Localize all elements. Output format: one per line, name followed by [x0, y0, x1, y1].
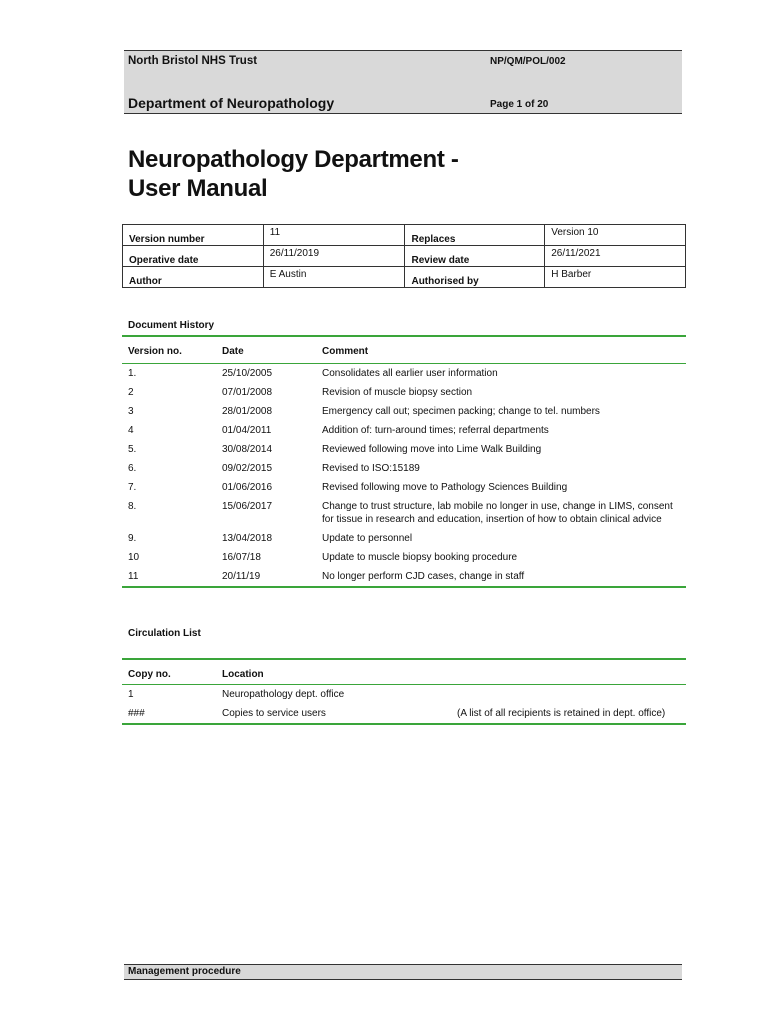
history-version-cell: 2: [128, 387, 134, 398]
history-col-date: Date: [222, 346, 244, 357]
history-version-cell: 11: [128, 571, 139, 582]
history-version-cell: 3: [128, 406, 134, 417]
circulation-row: [122, 704, 686, 723]
circulation-list-table: [122, 658, 686, 725]
document-metadata-table: [122, 224, 686, 288]
history-row: [122, 440, 686, 459]
review-date-label: Review date: [405, 246, 545, 267]
history-row: [122, 548, 686, 567]
history-row: [122, 567, 686, 586]
history-comment-cell: Change to trust structure, lab mobile no longer in use, change in LIMS, consent for tissue in research and education, insertion of how to obtain clinical advice: [322, 501, 673, 525]
circulation-location-cell: Copies to service users: [222, 708, 326, 719]
author-value: E Austin: [263, 267, 405, 288]
replaces-label: Replaces: [405, 225, 545, 246]
history-version-cell: 9.: [128, 533, 137, 544]
history-col-version: Version no.: [128, 346, 182, 357]
history-date-cell: 20/11/19: [222, 571, 261, 582]
review-date-value: 26/11/2021: [545, 246, 686, 267]
history-date-cell: 30/08/2014: [222, 444, 273, 455]
page-header: [124, 50, 682, 114]
circulation-col-location: Location: [222, 669, 264, 680]
history-col-comment: Comment: [322, 346, 369, 357]
history-row: [122, 383, 686, 402]
history-version-cell: 4: [128, 425, 134, 436]
version-number-value: 11: [263, 225, 405, 246]
history-version-cell: 7.: [128, 482, 137, 493]
document-title: [128, 145, 459, 203]
history-version-cell: 5.: [128, 444, 137, 455]
authorised-by-value: H Barber: [545, 267, 686, 288]
history-version-cell: 10: [128, 552, 140, 563]
page-number: Page 1 of 20: [490, 99, 549, 110]
organisation-name: North Bristol NHS Trust: [128, 55, 258, 67]
history-row: [122, 529, 686, 548]
department-name: Department of Neuropathology: [128, 95, 335, 111]
history-date-cell: 09/02/2015: [222, 463, 273, 474]
history-row: [122, 459, 686, 478]
document-title-line-1: Neuropathology Department -: [128, 146, 459, 173]
circulation-list-title: Circulation List: [128, 628, 201, 639]
history-body: [122, 364, 686, 586]
page-footer: [124, 964, 682, 980]
version-number-label: Version number: [123, 225, 264, 246]
history-comment-cell: Emergency call out; specimen packing; change to tel. numbers: [322, 406, 600, 417]
history-date-cell: 28/01/2008: [222, 406, 273, 417]
history-comment-cell: Addition of: turn-around times; referral departments: [322, 425, 549, 436]
history-comment-cell: Update to personnel: [322, 533, 413, 544]
circulation-header-row: [122, 660, 686, 684]
history-row: [122, 402, 686, 421]
circulation-copy-cell: ###: [128, 708, 145, 719]
history-row: [122, 364, 686, 383]
history-version-cell: 6.: [128, 463, 137, 474]
history-date-cell: 07/01/2008: [222, 387, 273, 398]
circulation-note-cell: (A list of all recipients is retained in dept. office): [457, 708, 666, 719]
document-history-table: [122, 335, 686, 588]
document-title-line-2: User Manual: [128, 175, 268, 202]
history-row: [122, 421, 686, 440]
history-comment-cell: Revision of muscle biopsy section: [322, 387, 473, 398]
author-label: Author: [123, 267, 264, 288]
circulation-location-cell: Neuropathology dept. office: [222, 689, 345, 700]
operative-date-value: 26/11/2019: [263, 246, 405, 267]
operative-date-label: Operative date: [123, 246, 264, 267]
authorised-by-label: Authorised by: [405, 267, 545, 288]
history-version-cell: 8.: [128, 501, 137, 512]
circulation-body: [122, 685, 686, 723]
history-date-cell: 01/04/2011: [222, 425, 272, 436]
document-history-title: Document History: [128, 320, 215, 331]
history-date-cell: 16/07/18: [222, 552, 261, 563]
circulation-copy-cell: 1: [128, 689, 134, 700]
history-comment-cell: Revised to ISO:15189: [322, 463, 420, 474]
history-comment-cell: Reviewed following move into Lime Walk Building: [322, 444, 542, 455]
history-date-cell: 15/06/2017: [222, 501, 273, 512]
footer-text: Management procedure: [128, 966, 241, 977]
history-comment-cell: Revised following move to Pathology Sciences Building: [322, 482, 568, 493]
circulation-bottom-rule: [122, 723, 686, 725]
history-bottom-rule: [122, 586, 686, 588]
history-date-cell: 13/04/2018: [222, 533, 273, 544]
history-date-cell: 25/10/2005: [222, 368, 273, 379]
history-header-row: [122, 337, 686, 363]
replaces-value: Version 10: [545, 225, 686, 246]
history-date-cell: 01/06/2016: [222, 482, 273, 493]
history-comment-cell: Update to muscle biopsy booking procedure: [322, 552, 518, 563]
circulation-row: [122, 685, 686, 704]
circulation-col-copy: Copy no.: [128, 669, 171, 680]
history-comment-cell: Consolidates all earlier user information: [322, 368, 498, 379]
history-row: [122, 497, 686, 529]
history-version-cell: 1.: [128, 368, 137, 379]
circulation-note-cell: [457, 688, 686, 701]
document-reference: NP/QM/POL/002: [490, 56, 566, 67]
history-comment-cell: No longer perform CJD cases, change in staff: [322, 571, 525, 582]
history-row: [122, 478, 686, 497]
